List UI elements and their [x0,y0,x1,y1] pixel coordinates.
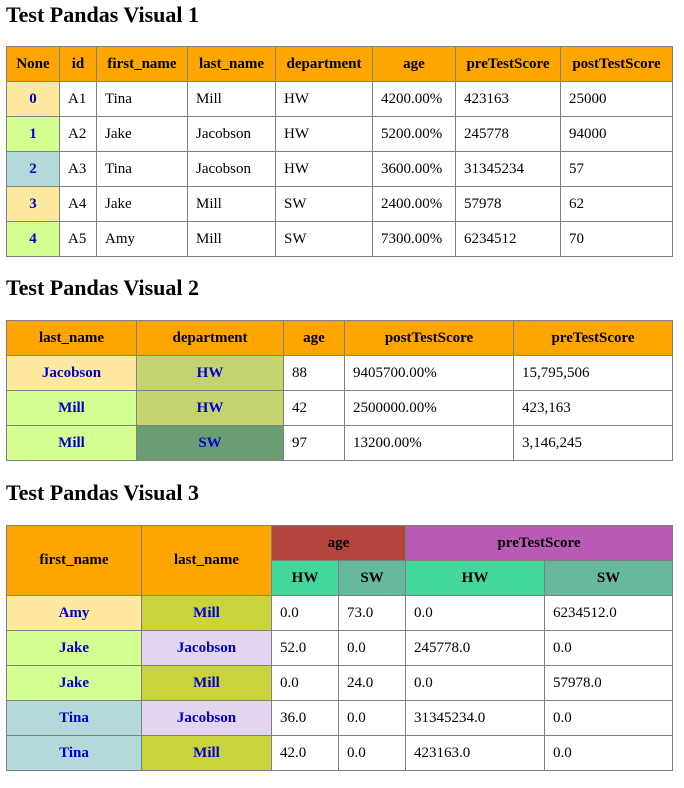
cell-post-test-score: 9405700.00% [345,356,514,391]
cell-pre-hw: 31345234.0 [406,701,545,736]
sub-header-age-sw: SW [339,561,406,596]
cell-id: A5 [60,222,97,257]
table-row [7,152,673,187]
cell-id: A2 [60,117,97,152]
row-index-last-name: Mill [142,596,272,631]
cell-age: 2400.00% [373,187,456,222]
cell-first-name: Jake [97,117,188,152]
cell-age: 5200.00% [373,117,456,152]
cell-age-sw: 0.0 [339,701,406,736]
cell-age: 88 [284,356,345,391]
table-row [7,82,673,117]
index-header-first-name: first_name [7,526,142,596]
table-header-row [7,321,673,356]
table-row [7,187,673,222]
cell-pre-hw: 245778.0 [406,631,545,666]
row-index-department: HW [137,391,284,426]
cell-age-hw: 0.0 [272,596,339,631]
cell-age: 4200.00% [373,82,456,117]
cell-id: A3 [60,152,97,187]
cell-pre-sw: 0.0 [545,701,673,736]
row-index-last-name: Jacobson [142,701,272,736]
cell-department: HW [276,117,373,152]
column-header: age [284,321,345,356]
cell-post-test-score: 13200.00% [345,426,514,461]
cell-last-name: Mill [188,187,276,222]
table-row [7,426,673,461]
table-visual-2 [6,320,673,461]
cell-age-sw: 0.0 [339,631,406,666]
table-row [7,631,673,666]
cell-id: A1 [60,82,97,117]
cell-last-name: Jacobson [188,152,276,187]
sub-header-pre-hw: HW [406,561,545,596]
cell-post-test-score: 70 [561,222,673,257]
cell-last-name: Mill [188,82,276,117]
table-row [7,596,673,631]
row-index-first-name: Amy [7,596,142,631]
row-index: 3 [7,187,60,222]
column-header: postTestScore [561,47,673,82]
cell-pre-sw: 0.0 [545,736,673,771]
column-header: age [373,47,456,82]
cell-pre-hw: 0.0 [406,666,545,701]
table-row [7,117,673,152]
row-index: 1 [7,117,60,152]
column-header: id [60,47,97,82]
table-row [7,356,673,391]
cell-department: SW [276,222,373,257]
cell-post-test-score: 94000 [561,117,673,152]
cell-age-sw: 0.0 [339,736,406,771]
column-header: department [137,321,284,356]
cell-post-test-score: 2500000.00% [345,391,514,426]
cell-post-test-score: 25000 [561,82,673,117]
column-header: last_name [188,47,276,82]
cell-pre-sw: 57978.0 [545,666,673,701]
sub-header-pre-sw: SW [545,561,673,596]
cell-pre-test-score: 423163 [456,82,561,117]
group-header-age: age [272,526,406,561]
cell-age-sw: 73.0 [339,596,406,631]
row-index-first-name: Jake [7,666,142,701]
cell-first-name: Tina [97,152,188,187]
cell-age-hw: 0.0 [272,666,339,701]
column-header: preTestScore [514,321,673,356]
cell-department: HW [276,82,373,117]
table-row [7,666,673,701]
cell-post-test-score: 62 [561,187,673,222]
cell-pre-test-score: 423,163 [514,391,673,426]
title-visual-3: Test Pandas Visual 3 [6,480,199,505]
table-header-row [7,47,673,82]
title-visual-2: Test Pandas Visual 2 [6,275,199,300]
column-header: preTestScore [456,47,561,82]
cell-pre-hw: 423163.0 [406,736,545,771]
cell-last-name: Mill [188,222,276,257]
cell-first-name: Amy [97,222,188,257]
column-header: postTestScore [345,321,514,356]
cell-age: 97 [284,426,345,461]
row-index-last-name: Mill [7,426,137,461]
table-group-header-row [7,526,673,561]
row-index-last-name: Jacobson [7,356,137,391]
cell-pre-test-score: 245778 [456,117,561,152]
cell-first-name: Tina [97,82,188,117]
row-index-first-name: Tina [7,701,142,736]
cell-department: HW [276,152,373,187]
table-row [7,736,673,771]
cell-age: 3600.00% [373,152,456,187]
row-index-department: HW [137,356,284,391]
column-header: first_name [97,47,188,82]
column-header: last_name [7,321,137,356]
row-index: 0 [7,82,60,117]
column-header: department [276,47,373,82]
cell-last-name: Jacobson [188,117,276,152]
cell-pre-test-score: 57978 [456,187,561,222]
cell-pre-test-score: 31345234 [456,152,561,187]
table-row [7,701,673,736]
row-index: 2 [7,152,60,187]
row-index-first-name: Tina [7,736,142,771]
cell-pre-sw: 0.0 [545,631,673,666]
table-row [7,222,673,257]
row-index-last-name: Jacobson [142,631,272,666]
table-visual-3 [6,525,673,771]
title-visual-1: Test Pandas Visual 1 [6,2,199,27]
index-header-last-name: last_name [142,526,272,596]
cell-age-hw: 52.0 [272,631,339,666]
page [0,2,684,771]
cell-department: SW [276,187,373,222]
row-index-department: SW [137,426,284,461]
row-index-last-name: Mill [142,666,272,701]
cell-pre-hw: 0.0 [406,596,545,631]
cell-pre-sw: 6234512.0 [545,596,673,631]
cell-age: 42 [284,391,345,426]
cell-age-sw: 24.0 [339,666,406,701]
row-index: 4 [7,222,60,257]
cell-pre-test-score: 3,146,245 [514,426,673,461]
row-index-first-name: Jake [7,631,142,666]
cell-age: 7300.00% [373,222,456,257]
sub-header-age-hw: HW [272,561,339,596]
cell-pre-test-score: 6234512 [456,222,561,257]
cell-id: A4 [60,187,97,222]
cell-pre-test-score: 15,795,506 [514,356,673,391]
table-visual-1 [6,46,673,257]
column-header: None [7,47,60,82]
row-index-last-name: Mill [142,736,272,771]
cell-first-name: Jake [97,187,188,222]
cell-age-hw: 36.0 [272,701,339,736]
table-row [7,391,673,426]
group-header-pre-test-score: preTestScore [406,526,673,561]
cell-age-hw: 42.0 [272,736,339,771]
row-index-last-name: Mill [7,391,137,426]
cell-post-test-score: 57 [561,152,673,187]
